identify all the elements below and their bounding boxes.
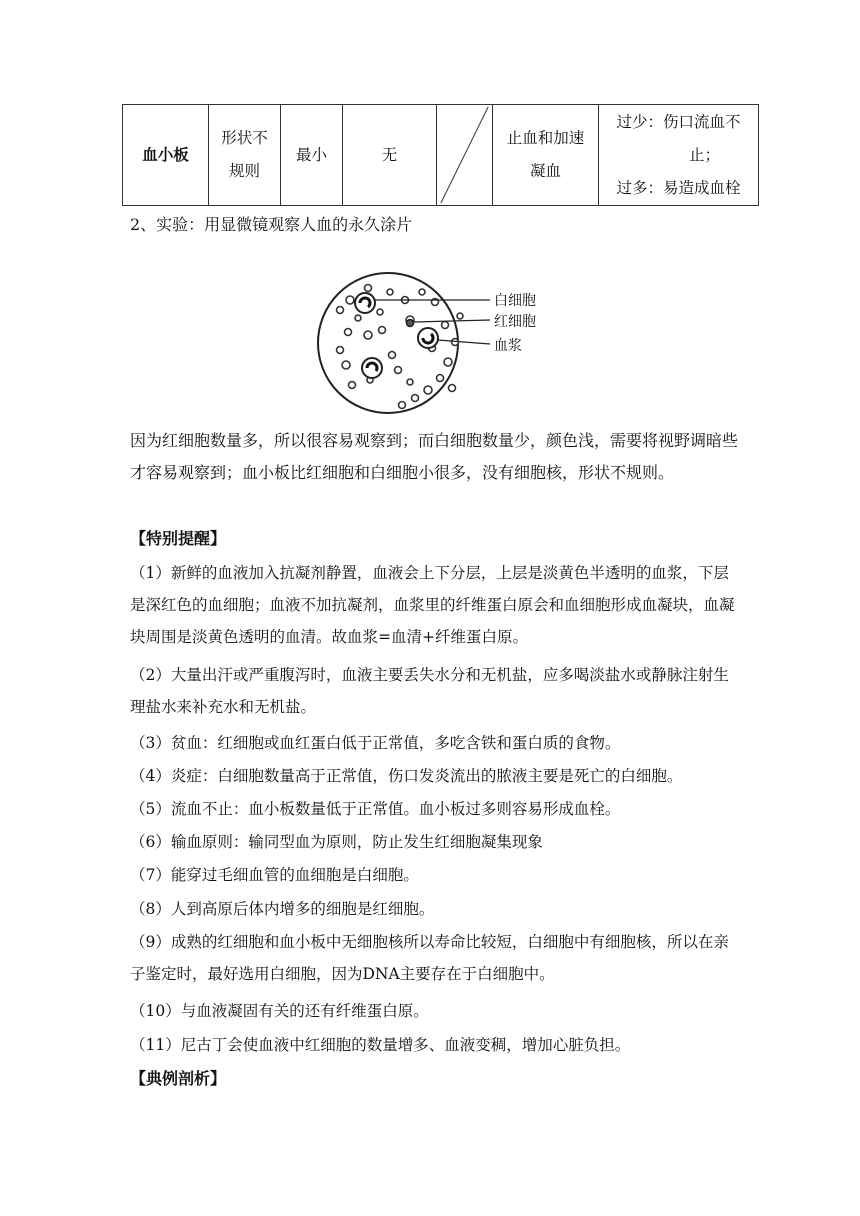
cell-shape [209,105,281,206]
cell-nucleus: 无 [343,105,437,206]
list-item: （10）与血液凝固有关的还有纤维蛋白原。 [130,1002,429,1020]
cell-size: 最小 [281,105,343,206]
label-plasma: 血浆 [494,338,522,354]
list-item: （9）成熟的红细胞和血小板中无细胞核所以寿命比较短，白细胞中有细胞核，所以在亲子鉴定时，最好选用白细胞，因为DNA主要存在于白细胞中。 [130,933,729,983]
list-item: （5）流血不止：血小板数量低于正常值。血小板过多则容易形成血栓。 [130,800,621,818]
cell-function [493,105,599,206]
cell-name: 血小板 [123,105,209,206]
label-rbc: 红细胞 [494,314,536,330]
cell-function-line1: 止血和加速 [506,129,585,147]
cell-abnormal [599,105,759,206]
cell-function-line2: 凝血 [529,162,561,180]
diagonal-line-icon [437,105,492,205]
list-item: （6）输血原则：输同型血为原则，防止发生红细胞凝集现象 [130,833,543,851]
cell-shape-line2: 规则 [228,162,260,180]
blood-cell-table [122,104,759,206]
cell-empty-diagonal [437,105,493,206]
reminder-heading: 【特别提醒】 [130,529,227,548]
list-item: （7）能穿过毛细血管的血细胞是白细胞。 [130,866,419,884]
cell-abnormal-line1: 过少：伤口流血不 [616,112,741,131]
list-item: （4）炎症：白细胞数量高于正常值，伤口发炎流出的脓液主要是死亡的白细胞。 [130,767,683,785]
list-item: （1）新鲜的血液加入抗凝剂静置，血液会上下分层，上层是淡黄色半透明的血浆，下层是深红色的血细胞；血液不加抗凝剂，血浆里的纤维蛋白原会和血细胞形成血凝块，血凝块周围是淡黄色透明的血清。故血浆=血清+纤维蛋白原。 [130,564,735,646]
label-wbc: 白细胞 [494,293,536,309]
example-heading: 【典例剖析】 [130,1069,227,1088]
cell-abnormal-line2: 止； [688,145,720,164]
experiment-title: 2、实验：用显微镜观察人血的永久涂片 [130,215,413,234]
explanation-paragraph: 因为红细胞数量多，所以很容易观察到；而白细胞数量少，颜色浅，需要将视野调暗些才容易观察到；血小板比红细胞和白细胞小很多，没有细胞核，形状不规则。 [130,431,739,482]
table-row [123,105,759,206]
cell-abnormal-line3: 过多：易造成血栓 [616,178,741,197]
cell-shape-line1: 形状不 [221,129,268,147]
list-item: （8）人到高原后体内增多的细胞是红细胞。 [130,900,435,918]
list-item: （2）大量出汗或严重腹泻时，血液主要丢失水分和无机盐，应多喝淡盐水或静脉注射生理盐水来补充水和无机盐。 [130,666,729,716]
list-item: （11）尼古丁会使血液中红细胞的数量增多、血液变稠，增加心脏负担。 [130,1036,631,1054]
blood-smear-figure [310,270,560,420]
list-item: （3）贫血：红细胞或血红蛋白低于正常值，多吃含铁和蛋白质的食物。 [130,734,621,752]
